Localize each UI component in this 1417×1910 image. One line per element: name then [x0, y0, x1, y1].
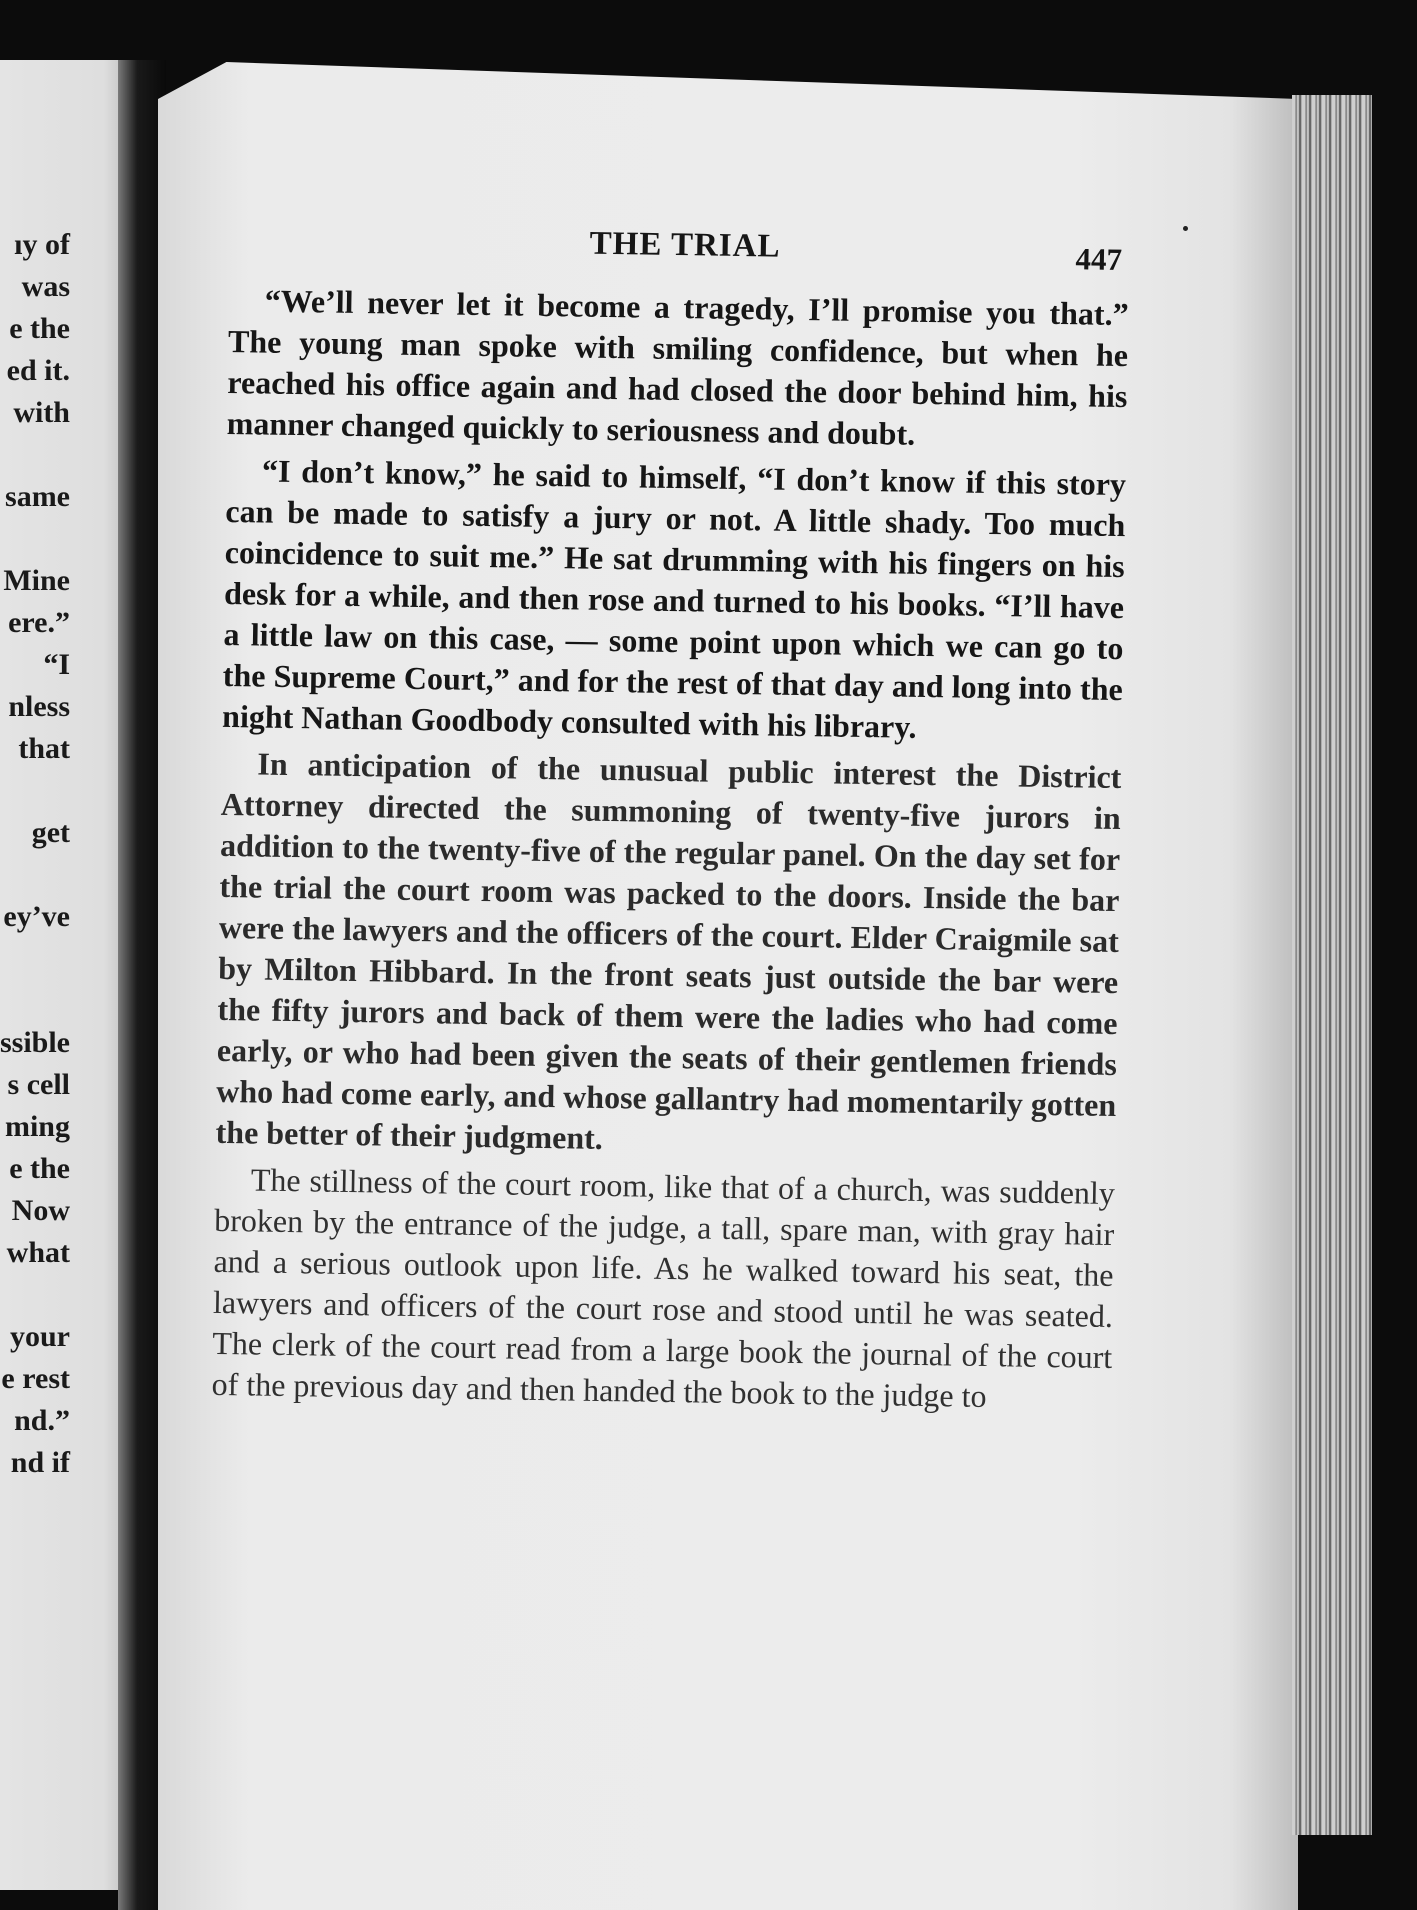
- paragraph: The stillness of the court room, like that of a church, was suddenly broken by the entrance of the judge, a tall, spare man, with gray hair and a serious outlook upon life. As he walked toward his seat, the lawyers and officers of the court rose and stood until he was seated. The clerk of the court read from a large book the journal of the court of the previous day and then handed the book to the judge to: [211, 1161, 1116, 1415]
- left-line: e the: [9, 312, 70, 345]
- page-number: 447: [1075, 241, 1123, 278]
- left-line: ssible: [0, 1026, 70, 1059]
- page-content: [211, 220, 1130, 1425]
- left-line: nd if: [10, 1446, 70, 1479]
- left-line: nless: [8, 690, 70, 723]
- left-line: that: [18, 732, 70, 765]
- left-line: Mine: [3, 564, 70, 597]
- left-line: “I: [43, 648, 70, 681]
- ink-speck: [1183, 226, 1188, 231]
- left-line: your: [10, 1320, 70, 1353]
- left-line: ey’ve: [3, 900, 70, 933]
- left-line: with: [13, 396, 70, 429]
- left-line: Now: [11, 1194, 70, 1227]
- running-title: THE TRIAL: [589, 225, 781, 265]
- left-line: ere.”: [8, 606, 70, 639]
- left-line: s cell: [7, 1068, 70, 1101]
- left-line: same: [5, 480, 70, 513]
- paragraph: “I don’t know,” he said to himself, “I don’t know if this story can be made to satisfy a jury or not. A little shady. Too much coincidence to suit me.” He sat drumming with his fingers on his desk for a while, and then rose and turned to his books. “I’ll have a little law on this case, — some point upon which we can go to the Supreme Court,” and for the rest of that day and long into the night Nathan Goodbody consulted with his library.: [221, 452, 1127, 745]
- left-line: ming: [4, 1110, 70, 1143]
- left-line: ed it.: [6, 354, 70, 387]
- left-line: was: [21, 270, 70, 303]
- left-line: get: [31, 816, 70, 849]
- page-edges: [1292, 95, 1372, 1835]
- left-facing-page: [0, 60, 130, 1890]
- left-line: nd.”: [14, 1404, 70, 1437]
- left-line: e the: [9, 1152, 70, 1185]
- left-line: what: [6, 1236, 70, 1269]
- left-line: e rest: [1, 1362, 70, 1395]
- paragraph: “We’ll never let it become a tragedy, I’ll promise you that.” The young man spoke with smiling confidence, but when he reached his office again and had closed the door behind him, his manner changed quickly to seriousness and doubt.: [226, 282, 1129, 452]
- left-line: ıy of: [14, 228, 70, 261]
- paragraph: In anticipation of the unusual public interest the District Attorney directed the summoning of twenty-five jurors in addition to the twenty-five of the regular panel. On the day set for the trial the court room was packed to the doors. Inside the bar were the lawyers and the officers of the court. Elder Craigmile sat by Milton Hibbard. In the front seats just outside the bar were the fifty jurors and back of them were the ladies who had come early, or who had been given the seats of their gentlemen friends who had come early, and whose gallantry had momentarily gotten the better of their judgment.: [215, 745, 1122, 1156]
